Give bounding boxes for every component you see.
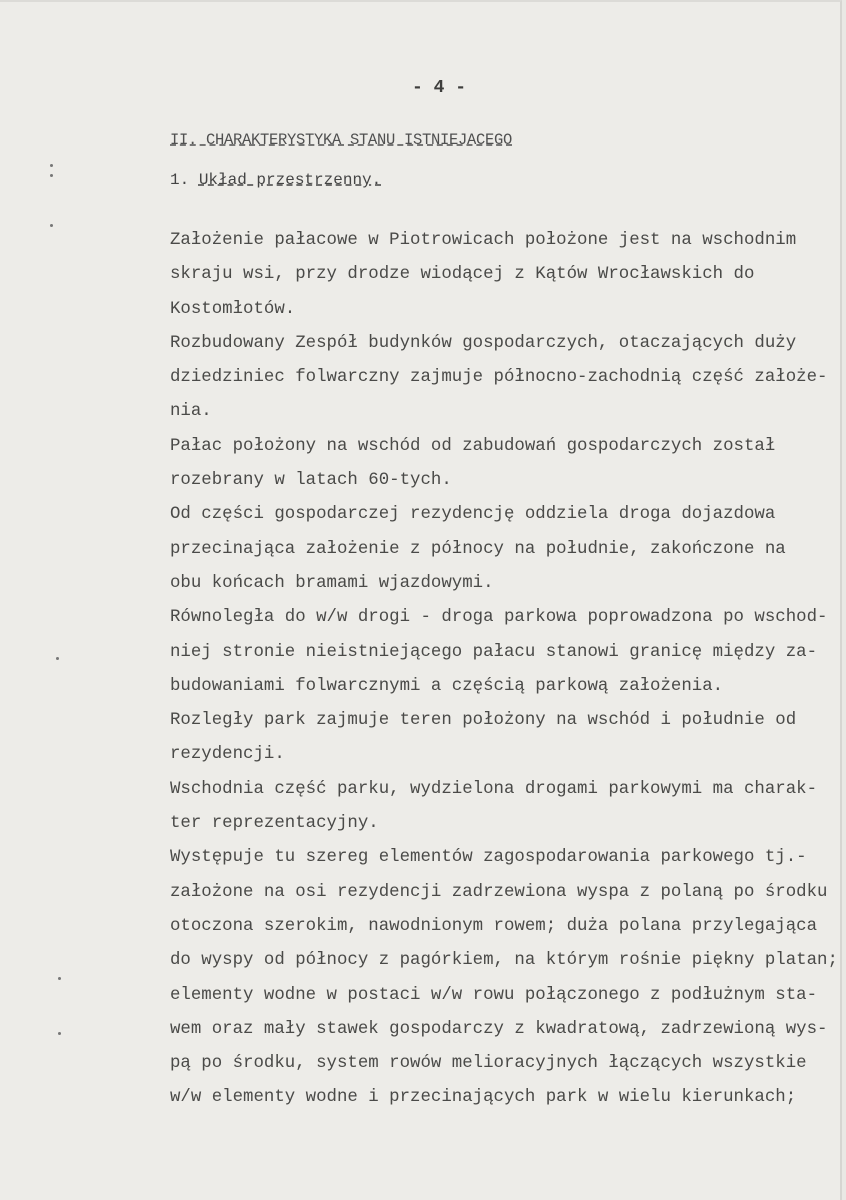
text-line: elementy wodne w postaci w/w rowu połączonego z podłużnym sta-: [170, 985, 818, 1005]
text-line: wem oraz mały stawek gospodarczy z kwadratową, zadrzewioną wys-: [170, 1019, 828, 1039]
text-line: przecinająca założenie z północy na południe, zakończone na: [170, 539, 786, 559]
body-text: [170, 224, 838, 1116]
text-line: rozebrany w latach 60-tych.: [170, 471, 452, 491]
margin-mark: [50, 174, 53, 177]
text-line: Wschodnia część parku, wydzielona drogami parkowymi ma charak-: [170, 779, 818, 799]
text-line: pą po środku, system rowów melioracyjnych łączących wszystkie: [170, 1054, 807, 1074]
text-line: skraju wsi, przy drodze wiodącej z Kątów Wrocławskich do: [170, 265, 755, 285]
text-line: Równoległa do w/w drogi - droga parkowa poprowadzona po wschod-: [170, 608, 828, 628]
text-line: nia.: [170, 402, 212, 422]
text-line: obu końcach bramami wjazdowymi.: [170, 573, 494, 593]
margin-mark: [50, 164, 53, 167]
text-line: Rozległy park zajmuje teren położony na wschód i południe od: [170, 711, 797, 731]
text-line: rezydencji.: [170, 745, 285, 765]
text-line: założone na osi rezydencji zadrzewiona wyspa z polaną po środku: [170, 882, 828, 902]
text-line: niej stronie nieistniejącego pałacu stanowi granicę między za-: [170, 642, 818, 662]
text-line: Pałac położony na wschód od zabudowań gospodarczych został: [170, 436, 776, 456]
margin-mark: [56, 657, 59, 660]
text-line: Rozbudowany Zespół budynków gospodarczych, otaczających duży: [170, 333, 797, 353]
text-line: ter reprezentacyjny.: [170, 814, 379, 834]
subsection-title: Układ przestrzenny.: [198, 171, 382, 189]
text-line: Od części gospodarczej rezydencję oddziela droga dojazdowa: [170, 505, 776, 525]
text-line: otoczona szerokim, nawodnionym rowem; duża polana przylegająca: [170, 916, 818, 936]
section-heading: II. CHARAKTERYSTYKA STANU ISTNIEJACEGO: [170, 131, 513, 149]
text-line: w/w elementy wodne i przecinających park w wielu kierunkach;: [170, 1088, 797, 1108]
subsection-number: 1.: [170, 171, 190, 189]
text-line: dziedziniec folwarczny zajmuje północno-zachodnią część założe-: [170, 368, 828, 388]
margin-mark: [58, 1032, 61, 1035]
margin-mark: [58, 977, 61, 980]
text-line: budowaniami folwarcznymi a częścią parkową założenia.: [170, 676, 724, 696]
margin-mark: [50, 224, 53, 227]
text-line: Występuje tu szereg elementów zagospodarowania parkowego tj.-: [170, 848, 807, 868]
text-line: Założenie pałacowe w Piotrowicach położone jest na wschodnim: [170, 231, 797, 250]
text-line: Kostomłotów.: [170, 299, 296, 319]
page-number: - 4 -: [412, 78, 467, 98]
text-line: do wyspy od północy z pagórkiem, na którym rośnie piękny platan;: [170, 951, 838, 971]
subsection-heading: [170, 171, 381, 189]
